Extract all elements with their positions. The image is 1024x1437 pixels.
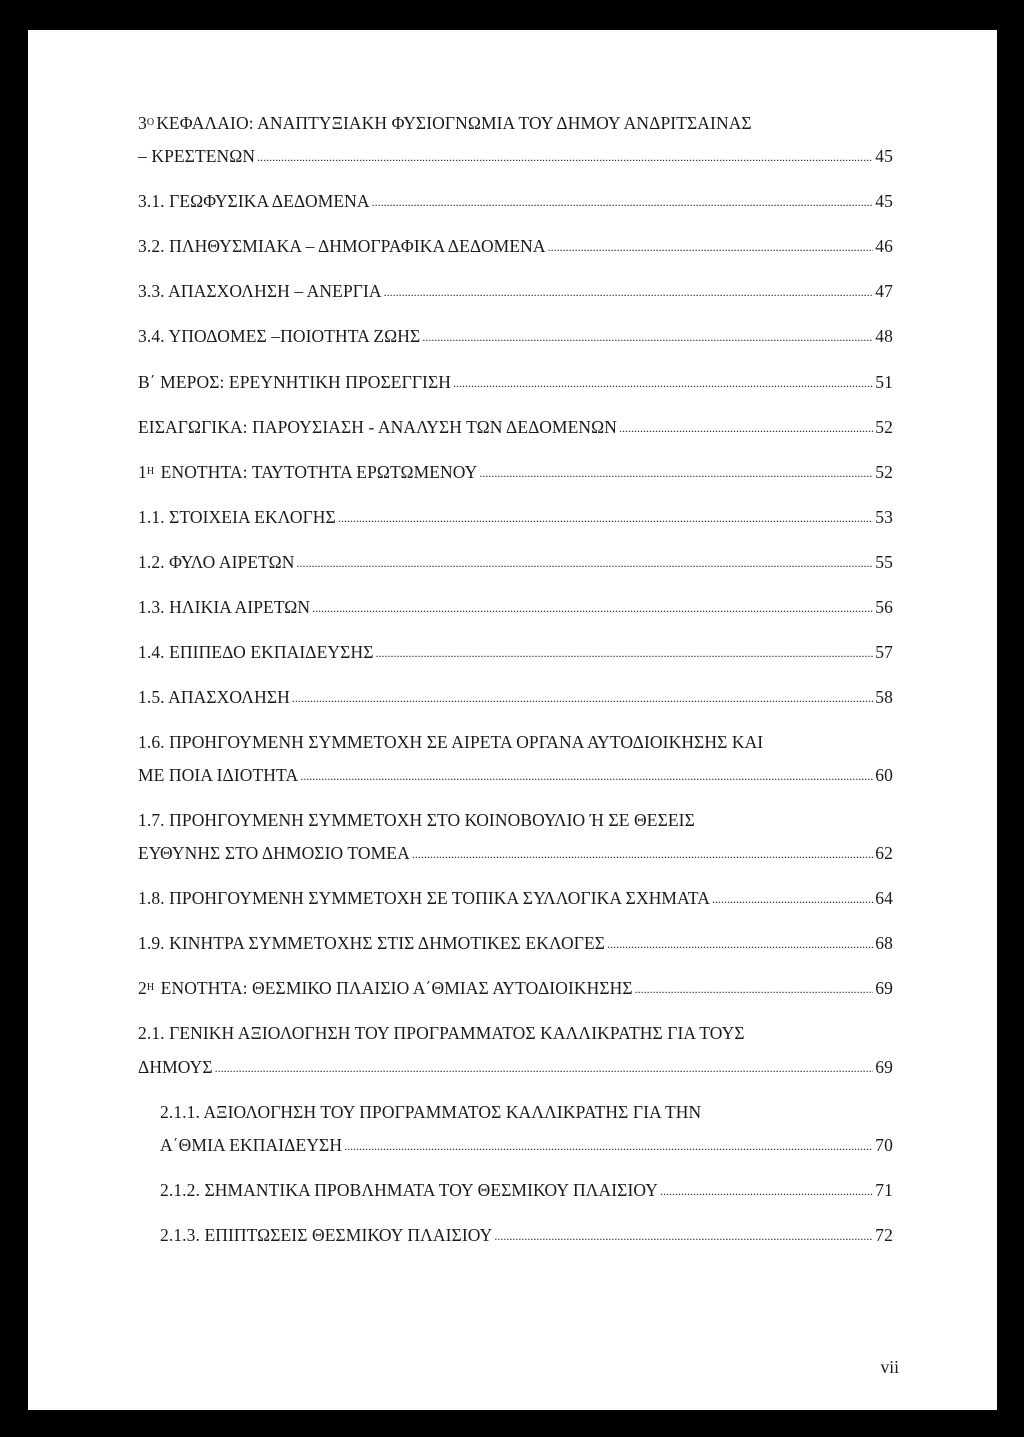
toc-entry-first-line bbox=[138, 1022, 745, 1044]
toc-entry-title: ΕΙΣΑΓΩΓΙΚΑ: ΠΑΡΟΥΣΙΑΣΗ - ΑΝΑΛΥΣΗ ΤΩΝ ΔΕΔΟΜΕΝΩΝ bbox=[138, 417, 617, 437]
toc-entry-page: 45 bbox=[875, 191, 893, 211]
table-of-contents bbox=[28, 30, 997, 1410]
toc-entry-superscript: Η bbox=[146, 982, 155, 993]
toc-entry-page: 68 bbox=[875, 933, 893, 953]
leader-dots bbox=[257, 146, 873, 168]
toc-entry-page: 53 bbox=[875, 507, 893, 527]
toc-entry-title: 1.7. ΠΡΟΗΓΟΥΜΕΝΗ ΣΥΜΜΕΤΟΧΗ ΣΤΟ ΚΟΙΝΟΒΟΥΛΙΟ Ή ΣΕ ΘΕΣΕΙΣ bbox=[138, 810, 695, 830]
leader-dots bbox=[292, 687, 873, 709]
toc-entry-last-line bbox=[160, 1224, 893, 1248]
toc-entry-title: ΕΥΘΥΝΗΣ ΣΤΟ ΔΗΜΟΣΙΟ ΤΟΜΕΑ bbox=[138, 843, 410, 863]
toc-entry-last-line bbox=[138, 280, 893, 304]
toc-entry-page: 52 bbox=[875, 417, 893, 437]
leader-dots bbox=[712, 888, 873, 910]
leader-dots bbox=[384, 281, 874, 303]
toc-entry-title: – ΚΡΕΣΤΕΝΩΝ bbox=[138, 146, 256, 166]
leader-dots bbox=[607, 933, 873, 955]
toc-entry-title: 1.5. ΑΠΑΣΧΟΛΗΣΗ bbox=[138, 687, 290, 707]
toc-entry-last-line bbox=[138, 461, 893, 487]
toc-entry-page: 51 bbox=[875, 372, 893, 392]
leader-dots bbox=[619, 417, 873, 439]
toc-entry-title: Β΄ ΜΕΡΟΣ: ΕΡΕΥΝΗΤΙΚΗ ΠΡΟΣΕΓΓΙΣΗ bbox=[138, 372, 451, 392]
toc-entry-page: 62 bbox=[875, 843, 893, 863]
toc-entry-last-line bbox=[160, 1179, 893, 1203]
leader-dots bbox=[412, 843, 873, 865]
toc-entry-prefix: 3 bbox=[138, 113, 147, 133]
toc-entry-page: 72 bbox=[875, 1225, 893, 1245]
toc-entry-title: ΕΝΟΤΗΤΑ: ΘΕΣΜΙΚΟ ΠΛΑΙΣΙΟ Α΄ΘΜΙΑΣ ΑΥΤΟΔΙΟΙΚΗΣΗΣ bbox=[156, 978, 633, 998]
leader-dots bbox=[422, 326, 873, 348]
leader-dots bbox=[660, 1180, 873, 1202]
toc-entry-last-line bbox=[138, 977, 893, 1003]
toc-entry-page: 45 bbox=[875, 146, 893, 166]
toc-entry-last-line bbox=[138, 145, 893, 169]
leader-dots bbox=[215, 1057, 874, 1079]
toc-entry-page: 69 bbox=[875, 1057, 893, 1077]
toc-entry-title: 3.2. ΠΛΗΘΥΣΜΙΑΚΑ – ΔΗΜΟΓΡΑΦΙΚΑ ΔΕΔΟΜΕΝΑ bbox=[138, 236, 546, 256]
toc-entry-prefix: 2 bbox=[138, 978, 147, 998]
toc-entry-title: ΜΕ ΠΟΙΑ ΙΔΙΟΤΗΤΑ bbox=[138, 765, 299, 785]
page-number: vii bbox=[880, 1357, 899, 1377]
toc-entry-page: 71 bbox=[875, 1180, 893, 1200]
leader-dots bbox=[479, 462, 873, 484]
toc-entry-page: 57 bbox=[875, 642, 893, 662]
toc-entry-page: 48 bbox=[875, 326, 893, 346]
toc-entry-page: 52 bbox=[875, 462, 893, 482]
leader-dots bbox=[300, 765, 873, 787]
toc-entry-title: 2.1. ΓΕΝΙΚΗ ΑΞΙΟΛΟΓΗΣΗ ΤΟΥ ΠΡΟΓΡΑΜΜΑΤΟΣ ΚΑΛΛΙΚΡΑΤΗΣ ΓΙΑ ΤΟΥΣ bbox=[138, 1023, 745, 1043]
toc-entry-page: 47 bbox=[875, 281, 893, 301]
toc-entry-last-line bbox=[138, 887, 893, 911]
toc-entry-title: 1.9. ΚΙΝΗΤΡΑ ΣΥΜΜΕΤΟΧΗΣ ΣΤΙΣ ΔΗΜΟΤΙΚΕΣ ΕΚΛΟΓΕΣ bbox=[138, 933, 606, 953]
toc-entry-page: 64 bbox=[875, 888, 893, 908]
document-page bbox=[28, 30, 997, 1410]
toc-entry-title: 1.6. ΠΡΟΗΓΟΥΜΕΝΗ ΣΥΜΜΕΤΟΧΗ ΣΕ ΑΙΡΕΤΑ ΟΡΓΑΝΑ ΑΥΤΟΔΙΟΙΚΗΣΗΣ ΚΑΙ bbox=[138, 732, 764, 752]
toc-entry-page: 69 bbox=[875, 978, 893, 998]
toc-entry-title: 1.8. ΠΡΟΗΓΟΥΜΕΝΗ ΣΥΜΜΕΤΟΧΗ ΣΕ ΤΟΠΙΚΑ ΣΥΛΛΟΓΙΚΑ ΣΧΗΜΑΤΑ bbox=[138, 888, 711, 908]
toc-entry-title: 1.4. ΕΠΙΠΕΔΟ ΕΚΠΑΙΔΕΥΣΗΣ bbox=[138, 642, 374, 662]
toc-entry-last-line bbox=[138, 325, 893, 349]
toc-entry-superscript: Η bbox=[146, 466, 155, 477]
toc-entry-page: 70 bbox=[875, 1135, 893, 1155]
leader-dots bbox=[338, 507, 873, 529]
toc-entry-title: ΔΗΜΟΥΣ bbox=[138, 1057, 213, 1077]
toc-entry-title: 2.1.2. ΣΗΜΑΝΤΙΚΑ ΠΡΟΒΛΗΜΑΤΑ ΤΟΥ ΘΕΣΜΙΚΟΥ ΠΛΑΙΣΙΟΥ bbox=[160, 1180, 658, 1200]
toc-entry-title: 3.3. ΑΠΑΣΧΟΛΗΣΗ – ΑΝΕΡΓΙΑ bbox=[138, 281, 382, 301]
toc-entry-page: 46 bbox=[875, 236, 893, 256]
leader-dots bbox=[375, 642, 873, 664]
toc-entry-last-line bbox=[138, 506, 893, 530]
toc-entry-title: Α΄ΘΜΙΑ ΕΚΠΑΙΔΕΥΣΗ bbox=[160, 1135, 343, 1155]
toc-entry-last-line bbox=[138, 190, 893, 214]
leader-dots bbox=[494, 1225, 873, 1247]
toc-entry-last-line bbox=[138, 551, 893, 575]
toc-entry-title: 1.2. ΦΥΛΟ ΑΙΡΕΤΩΝ bbox=[138, 552, 295, 572]
leader-dots bbox=[372, 191, 874, 213]
toc-entry-superscript: Ο bbox=[146, 117, 155, 128]
toc-entry-last-line bbox=[138, 371, 893, 395]
leader-dots bbox=[548, 236, 874, 258]
toc-entry-last-line bbox=[160, 1134, 893, 1158]
toc-entry-page: 58 bbox=[875, 687, 893, 707]
toc-entry-title: 3.4. ΥΠΟΔΟΜΕΣ –ΠΟΙΟΤΗΤΑ ΖΩΗΣ bbox=[138, 326, 421, 346]
leader-dots bbox=[453, 372, 873, 394]
toc-entry-last-line bbox=[138, 842, 893, 866]
leader-dots bbox=[297, 552, 874, 574]
toc-entry-title: 3.1. ΓΕΩΦΥΣΙΚΑ ΔΕΔΟΜΕΝΑ bbox=[138, 191, 370, 211]
toc-entry-title: ΕΝΟΤΗΤΑ: ΤΑΥΤΟΤΗΤΑ ΕΡΩΤΩΜΕΝΟΥ bbox=[156, 462, 478, 482]
toc-entry-title: 1.3. ΗΛΙΚΙΑ ΑΙΡΕΤΩΝ bbox=[138, 597, 311, 617]
toc-entry-title: 2.1.3. ΕΠΙΠΤΩΣΕΙΣ ΘΕΣΜΙΚΟΥ ΠΛΑΙΣΙΟΥ bbox=[160, 1225, 493, 1245]
toc-entry-page: 60 bbox=[875, 765, 893, 785]
toc-entry-last-line bbox=[138, 764, 893, 788]
toc-entry-title: ΚΕΦΑΛΑΙΟ: ΑΝΑΠΤΥΞΙΑΚΗ ΦΥΣΙΟΓΝΩΜΙΑ ΤΟΥ ΔΗΜΟΥ ΑΝΔΡΙΤΣΑΙΝΑΣ bbox=[156, 113, 752, 133]
toc-entry-last-line bbox=[138, 596, 893, 620]
toc-entry-last-line bbox=[138, 1056, 893, 1080]
toc-entry-first-line bbox=[138, 731, 763, 753]
leader-dots bbox=[344, 1135, 873, 1157]
toc-entry-last-line bbox=[138, 686, 893, 710]
toc-entry-first-line bbox=[138, 809, 695, 831]
toc-entry-title: 2.1.1. ΑΞΙΟΛΟΓΗΣΗ ΤΟΥ ΠΡΟΓΡΑΜΜΑΤΟΣ ΚΑΛΛΙΚΡΑΤΗΣ ΓΙΑ ΤΗΝ bbox=[160, 1102, 702, 1122]
toc-entry-last-line bbox=[138, 416, 893, 440]
toc-entry-first-line bbox=[160, 1101, 701, 1123]
toc-entry-title: 1.1. ΣΤΟΙΧΕΙΑ ΕΚΛΟΓΗΣ bbox=[138, 507, 336, 527]
toc-entry-last-line bbox=[138, 932, 893, 956]
toc-entry-last-line bbox=[138, 641, 893, 665]
toc-entry-last-line bbox=[138, 235, 893, 259]
toc-entry-page: 55 bbox=[875, 552, 893, 572]
leader-dots bbox=[635, 978, 874, 1000]
toc-entry-prefix: 1 bbox=[138, 462, 147, 482]
toc-entry-first-line bbox=[138, 112, 752, 138]
toc-entry-page: 56 bbox=[875, 597, 893, 617]
leader-dots bbox=[312, 597, 873, 619]
